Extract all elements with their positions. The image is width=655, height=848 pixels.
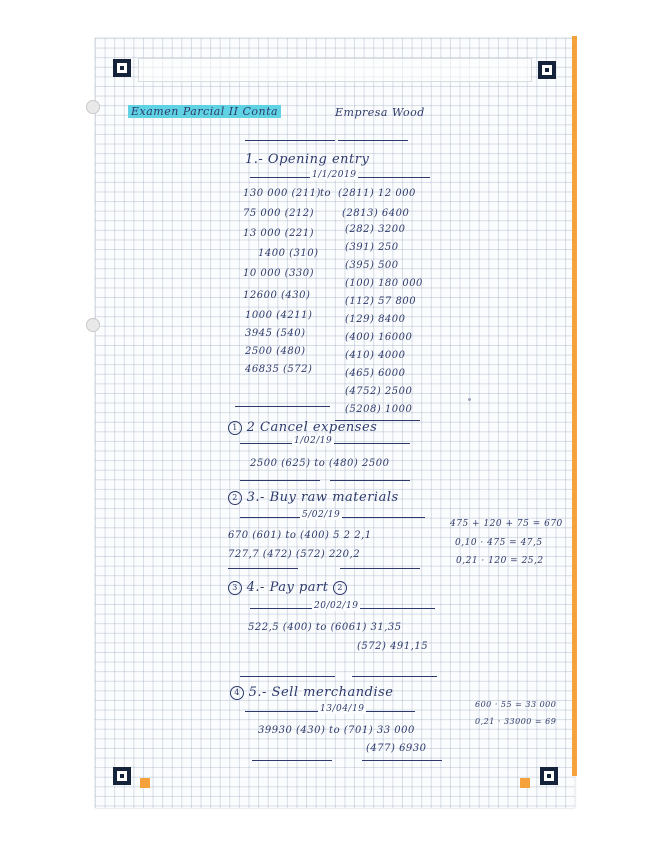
debit-line: 39930 (430) to (701) 33 000 <box>258 725 415 736</box>
credit-line: (395) 500 <box>345 260 399 271</box>
entry-number-badge: 2 <box>228 491 242 505</box>
entry-date: 1/1/2019 <box>312 170 357 180</box>
rule <box>240 676 335 677</box>
binder-hole <box>86 100 100 114</box>
exam-title: Examen Parcial II Conta <box>128 105 281 118</box>
entry-heading-text: 3.- Buy raw materials <box>246 490 399 505</box>
credit-line: (129) 8400 <box>345 314 406 325</box>
entry-date: 5/02/19 <box>302 510 341 520</box>
credit-line: (410) 4000 <box>345 350 406 361</box>
entry-heading <box>230 685 393 700</box>
entry-date: 13/04/19 <box>320 704 365 714</box>
notebook-orange-edge <box>572 36 577 776</box>
debit-line: 727,7 (472) (572) 220,2 <box>228 549 361 560</box>
credit-line: (400) 16000 <box>345 332 413 343</box>
side-calculation: 0,21 · 33000 = 69 <box>475 717 557 726</box>
debit-line: 12600 (430) <box>243 290 311 301</box>
entry-number-badge: 4 <box>230 686 244 700</box>
entry-date: 1/02/19 <box>294 436 333 446</box>
side-calculation: 600 · 55 = 33 000 <box>475 700 557 709</box>
corner-marker <box>538 61 556 79</box>
entry-date: 20/02/19 <box>314 601 359 611</box>
entry-heading <box>228 420 377 435</box>
debit-line: 522,5 (400) to (6061) 31,35 <box>248 622 402 633</box>
credit-line: (2813) 6400 <box>342 208 410 219</box>
pen-dot <box>468 398 471 401</box>
debit-line: 10 000 (330) <box>243 268 315 279</box>
company-name: Empresa Wood <box>335 106 425 119</box>
credit-line: (100) 180 000 <box>345 278 423 289</box>
debit-line: 3945 (540) <box>245 328 306 339</box>
entry-heading: 1.- Opening entry <box>245 152 370 167</box>
credit-line: (4752) 2500 <box>345 386 413 397</box>
credit-line: (5208) 1000 <box>345 404 413 415</box>
entry-heading <box>228 490 399 505</box>
credit-line: (112) 57 800 <box>345 296 417 307</box>
debit-line: 1000 (4211) <box>245 310 313 321</box>
debit-line: 2500 (480) <box>245 346 306 357</box>
connector-word: to <box>320 188 332 199</box>
entry-heading-text: 5.- Sell merchandise <box>248 685 394 700</box>
corner-marker <box>113 767 131 785</box>
corner-marker <box>113 59 131 77</box>
side-calculation: 475 + 120 + 75 = 670 <box>450 519 563 529</box>
debit-line: 1400 (310) <box>258 248 319 259</box>
rule <box>338 140 408 141</box>
rule <box>362 760 442 761</box>
rule <box>252 760 332 761</box>
corner-marker <box>540 767 558 785</box>
debit-line: 13 000 (221) <box>243 228 315 239</box>
orange-marker <box>140 778 150 788</box>
entry-side-badge: 2 <box>333 581 347 595</box>
side-calculation: 0,21 · 120 = 25,2 <box>456 556 544 566</box>
rule <box>340 568 420 569</box>
rule <box>330 480 410 481</box>
rule <box>228 568 298 569</box>
credit-line: (282) 3200 <box>345 224 406 235</box>
debit-line: 130 000 (211) <box>243 188 321 199</box>
binder-hole <box>86 318 100 332</box>
debit-line: 46835 (572) <box>245 364 313 375</box>
credit-line: (477) 6930 <box>366 743 427 754</box>
header-strip <box>138 58 532 82</box>
entry-heading <box>228 580 347 595</box>
orange-marker <box>520 778 530 788</box>
credit-line: (391) 250 <box>345 242 399 253</box>
rule <box>352 676 437 677</box>
entry-heading-text: 4.- Pay part <box>246 580 329 595</box>
entry-heading-text: 2 Cancel expenses <box>246 420 378 435</box>
debit-line: 75 000 (212) <box>243 208 315 219</box>
entry-number-badge: 1 <box>228 421 242 435</box>
credit-line: (465) 6000 <box>345 368 406 379</box>
rule <box>240 480 320 481</box>
rule <box>235 406 330 407</box>
debit-line: 670 (601) to (400) 5 2 2,1 <box>228 530 372 541</box>
debit-line: 2500 (625) to (480) 2500 <box>250 458 390 469</box>
credit-line: (2811) 12 000 <box>338 188 416 199</box>
side-calculation: 0,10 · 475 = 47,5 <box>455 538 543 548</box>
entry-number-badge: 3 <box>228 581 242 595</box>
rule <box>245 140 335 141</box>
credit-line: (572) 491,15 <box>357 641 429 652</box>
